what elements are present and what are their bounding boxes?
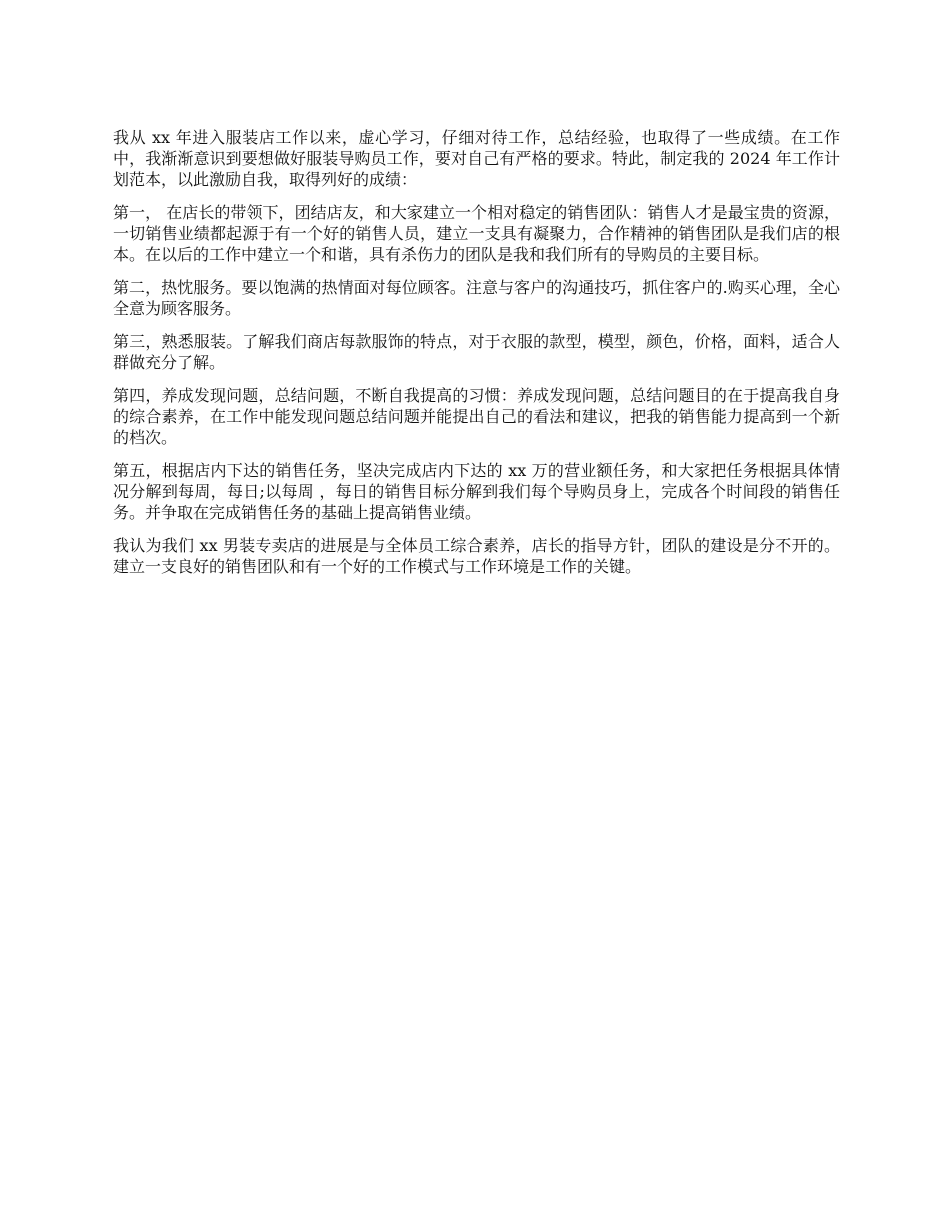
point-four-paragraph: 第四，养成发现问题，总结问题，不断自我提高的习惯：养成发现问题，总结问题目的在于提高我自身的综合素养，在工作中能发现问题总结问题并能提出自己的看法和建议，把我的销售能力提高到一个新的档次。 bbox=[113, 386, 840, 447]
conclusion-paragraph: 我认为我们 xx 男装专卖店的进展是与全体员工综合素养，店长的指导方针，团队的建设是分不开的。建立一支良好的销售团队和有一个好的工作模式与工作环境是工作的关键。 bbox=[113, 536, 840, 576]
point-five-paragraph: 第五，根据店内下达的销售任务，坚决完成店内下达的 xx 万的营业额任务，和大家把任务根据具体情况分解到每周，每日;以每周 ，每日的销售目标分解到我们每个导购员身上，完成各个时间段的销售任务。并争取在完成销售任务的基础上提高销售业绩。 bbox=[113, 461, 840, 522]
point-two-paragraph: 第二，热忱服务。要以饱满的热情面对每位顾客。注意与客户的沟通技巧，抓住客户的.购买心理，全心全意为顾客服务。 bbox=[113, 278, 840, 318]
point-one-paragraph: 第一， 在店长的带领下，团结店友，和大家建立一个相对稳定的销售团队：销售人才是最宝贵的资源，一切销售业绩都起源于有一个好的销售人员，建立一支具有凝聚力，合作精神的销售团队是我们店的根本。在以后的工作中建立一个和谐，具有杀伤力的团队是我和我们所有的导购员的主要目标。 bbox=[113, 203, 840, 264]
document-body bbox=[113, 127, 840, 589]
intro-paragraph: 我从 xx 年进入服装店工作以来，虚心学习，仔细对待工作，总结经验，也取得了一些成绩。在工作中，我渐渐意识到要想做好服装导购员工作，要对自己有严格的要求。特此，制定我的 2024 年工作计划范本，以此激励自我，取得列好的成绩： bbox=[113, 128, 840, 189]
point-three-paragraph: 第三，熟悉服装。了解我们商店每款服饰的特点，对于衣服的款型，模型，颜色，价格，面料，适合人群做充分了解。 bbox=[113, 332, 840, 372]
